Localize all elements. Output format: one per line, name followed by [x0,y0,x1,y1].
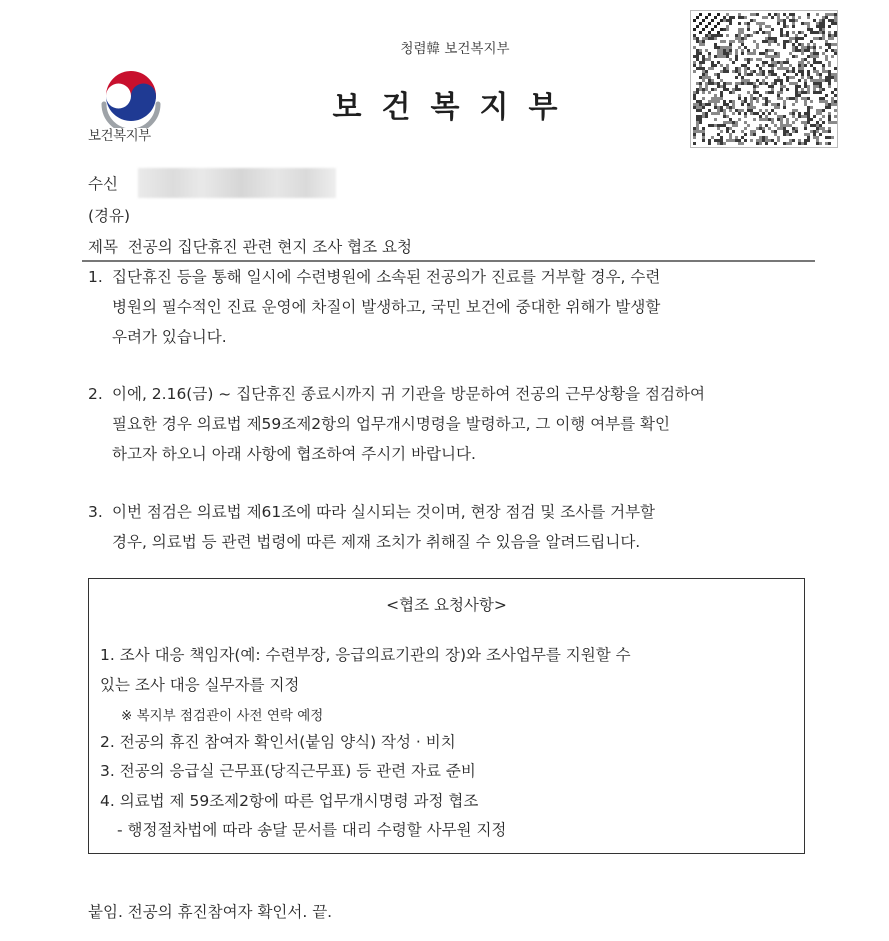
request-item-3: 3. 전공의 응급실 근무표(당직근무표) 등 관련 자료 준비 [100,762,476,780]
org-title: 보건복지부 [332,90,578,125]
paragraph-number: 1. [88,268,103,286]
request-item-1-cont: 있는 조사 대응 실무자를 지정 [100,676,300,694]
paragraph-number: 3. [88,503,103,521]
subject-text: 전공의 집단휴진 관련 현지 조사 협조 요청 [127,238,412,256]
request-item-4-sub: - 행정절차법에 따라 송달 문서를 대리 수령할 사무원 지정 [117,821,507,839]
paragraph-number: 2. [88,385,103,403]
request-item-1-note: ※ 복지부 점검관이 사전 연락 예정 [121,708,324,724]
paragraph-2 [88,379,818,469]
subject-label: 제목 [88,238,118,256]
recipient-label: 수신 [88,175,118,193]
request-item-4: 4. 의료법 제 59조제2항에 따른 업무개시명령 과정 협조 [100,792,479,810]
paragraph-line: 집단휴진 등을 통해 일시에 수련병원에 소속된 전공의가 진료를 거부할 경우, 수련 [112,268,661,286]
taegeuk-logo-icon [100,66,162,128]
motto: 청렴韓 보건복지부 [400,41,510,57]
request-box-title: <협조 요청사항> [386,596,507,614]
paragraph-line: 필요한 경우 의료법 제59조제2항의 업무개시명령을 발령하고, 그 이행 여부를 확인 [112,415,670,433]
paragraph-3 [88,497,818,557]
via-label: (경유) [88,207,131,225]
request-item-2: 2. 전공의 휴진 참여자 확인서(붙임 양식) 작성 · 비치 [100,733,456,751]
logo-caption: 보건복지부 [88,128,151,144]
attachment-line: 붙임. 전공의 휴진참여자 확인서. 끝. [88,903,333,921]
paragraph-line: 병원의 필수적인 진료 운영에 차질이 발생하고, 국민 보건에 중대한 위해가 발생할 [112,298,661,316]
qr-code-icon [690,10,838,148]
request-item-1: 1. 조사 대응 책임자(예: 수련부장, 응급의료기관의 장)와 조사업무를 지원할 수 [100,646,631,664]
paragraph-line: 경우, 의료법 등 관련 법령에 따른 제재 조치가 취해질 수 있음을 알려드립니다. [112,533,641,551]
paragraph-line: 하고자 하오니 아래 사항에 협조하여 주시기 바랍니다. [112,445,476,463]
paragraph-1 [88,262,818,352]
paragraph-line: 이에, 2.16(금) ~ 집단휴진 종료시까지 귀 기관을 방문하여 전공의 근무상황을 점검하여 [112,385,705,403]
request-box [88,578,805,854]
redacted-recipient [138,168,336,198]
subject-row [88,235,412,257]
paragraph-line: 우려가 있습니다. [112,328,227,346]
paragraph-line: 이번 점검은 의료법 제61조에 따라 실시되는 것이며, 현장 점검 및 조사를 거부할 [112,503,656,521]
